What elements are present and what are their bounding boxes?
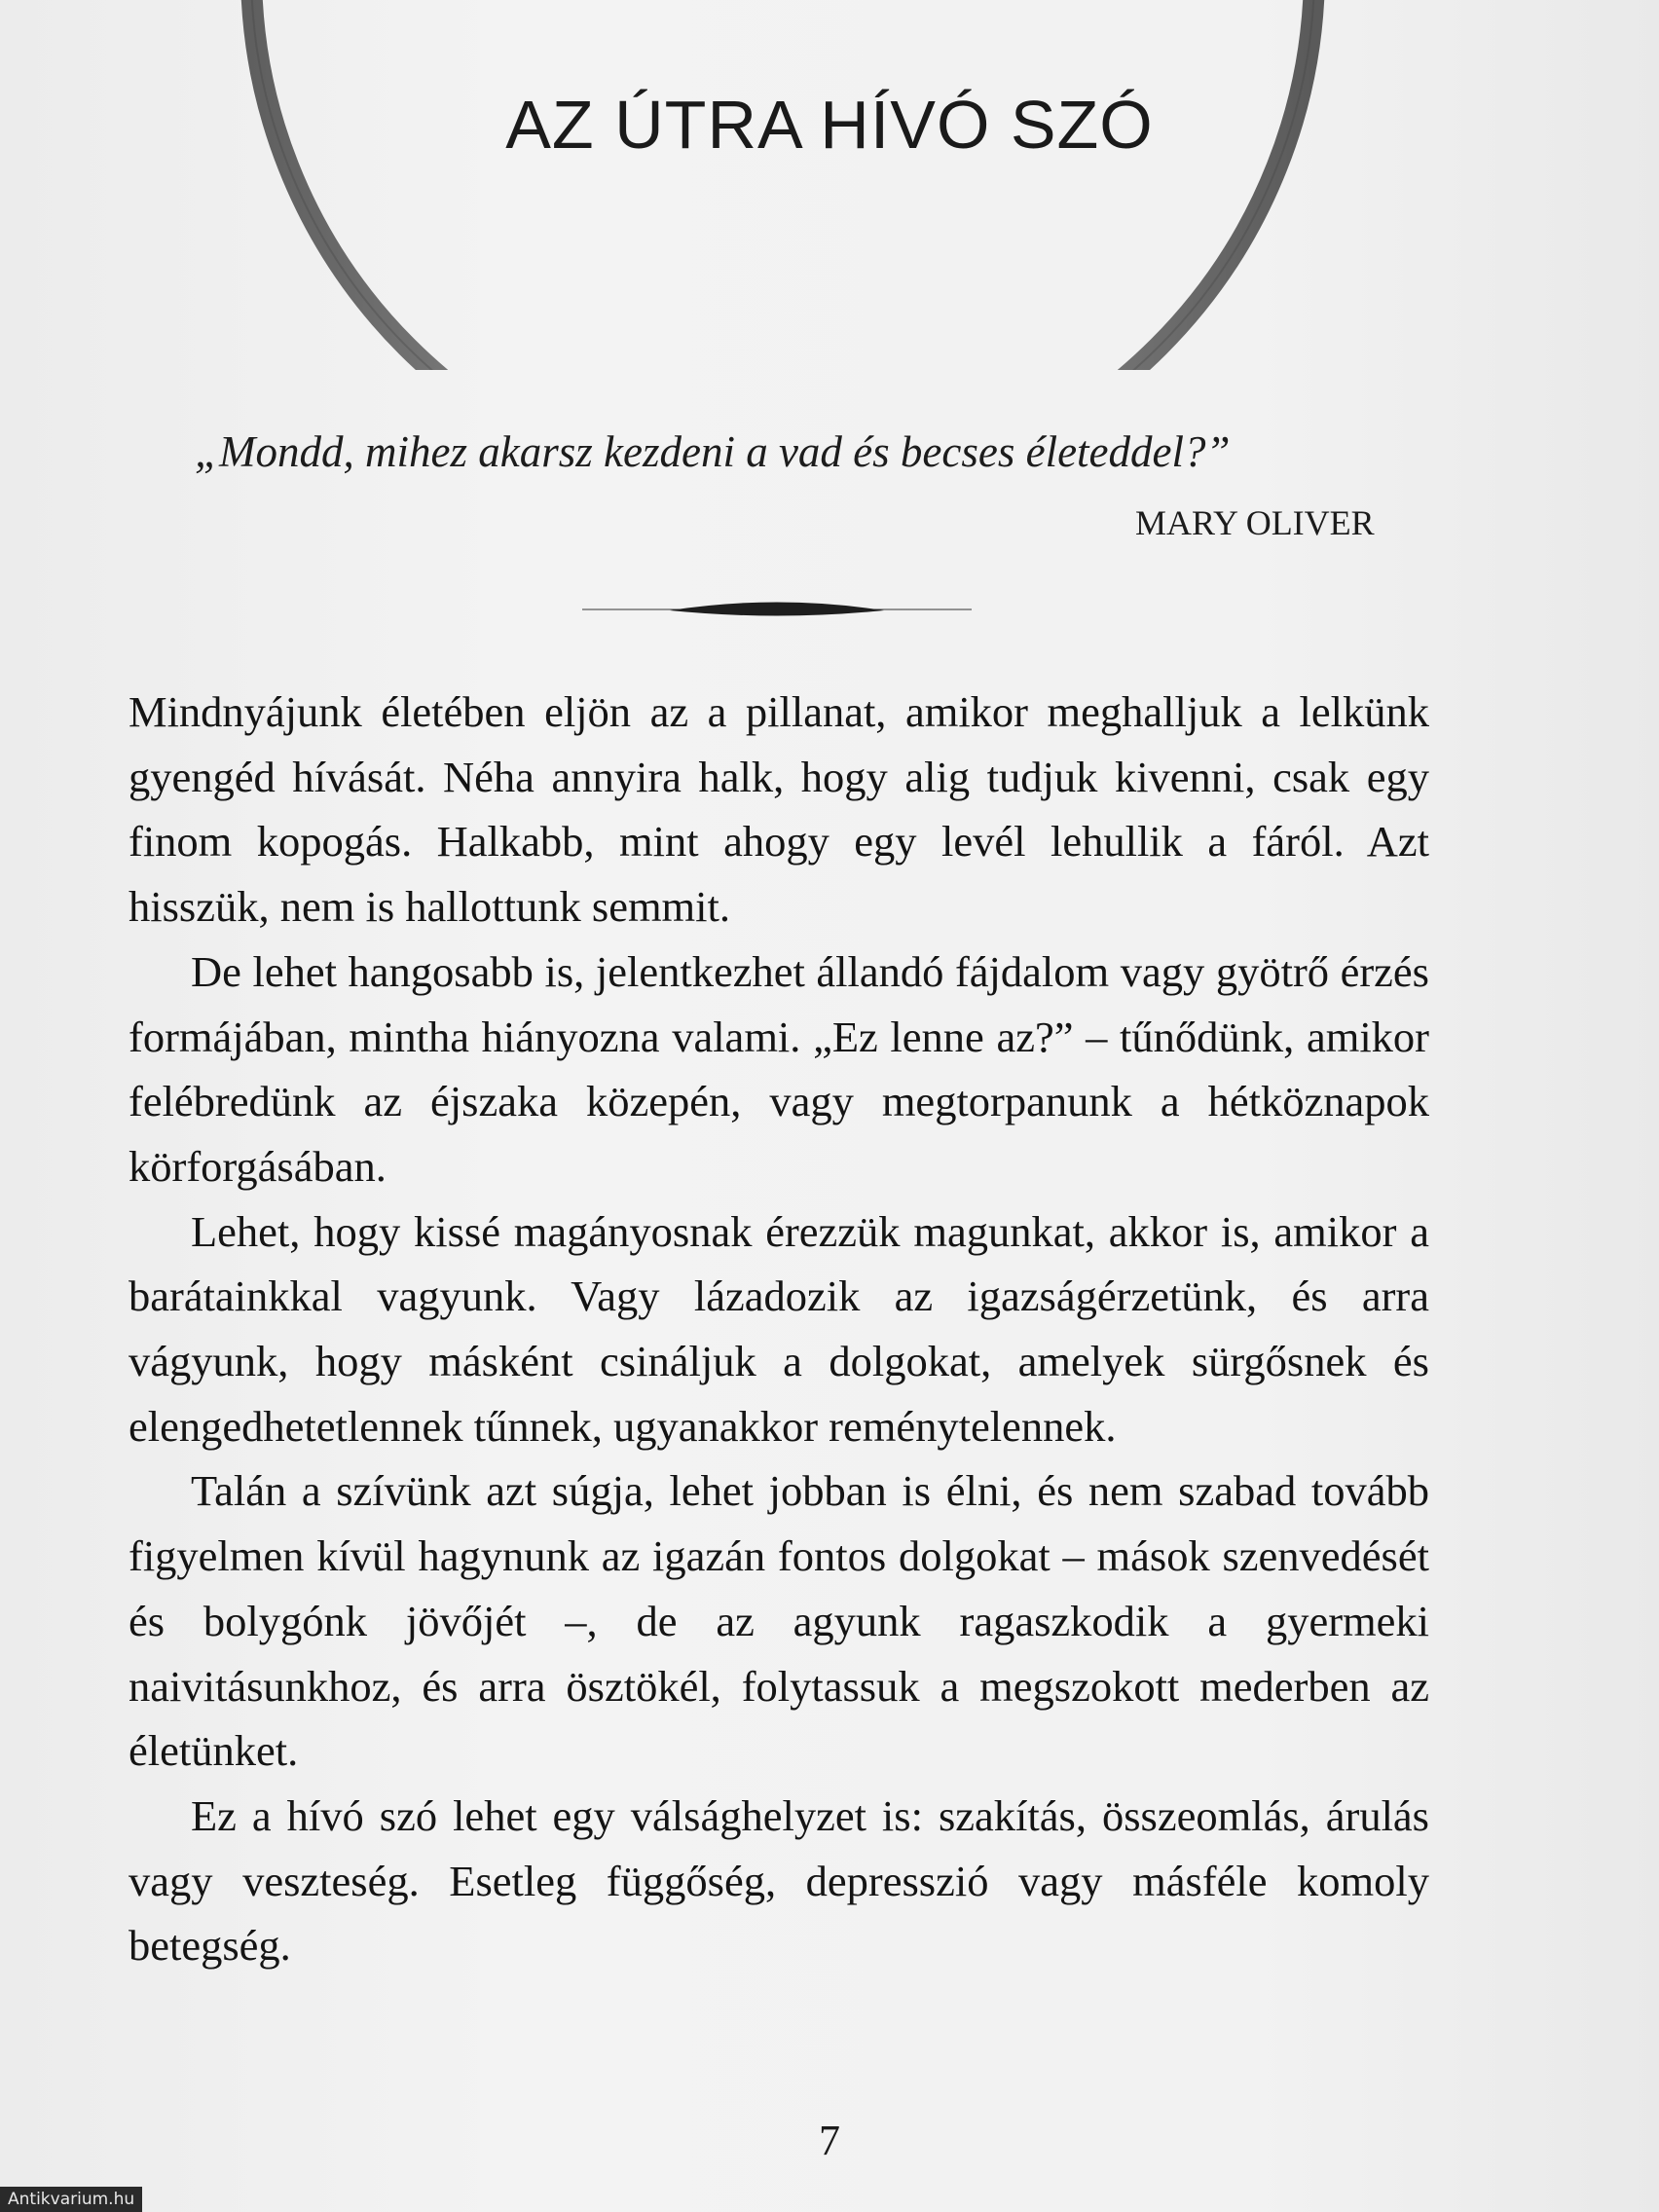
paragraph-2: De lehet hangosabb is, jelentkezhet állandó fájdalom vagy gyötrő érzés formájában, mintha hiányozna valami. „Ez lenne az?” – tűnődünk, amikor felébredünk az éjszaka közepén, vagy megtorpanunk a hétköznapok körforgásában. bbox=[129, 946, 1429, 1191]
page-number: 7 bbox=[819, 2117, 840, 2164]
paragraph-1: Mindnyájunk életében eljön az a pillanat, amikor meghalljuk a lelkünk gyengéd hívását. Néha annyira halk, hogy alig tudjuk kivenni, csak egy finom kopogás. Halkabb, mint ahogy egy levél lehullik a fáról. Azt hisszük, nem is hallottunk semmit. bbox=[129, 687, 1429, 932]
epigraph-author: MARY OLIVER bbox=[1135, 503, 1375, 542]
paragraph-4: Talán a szívünk azt súgja, lehet jobban is élni, és nem szabad tovább figyelmen kívül hagynunk az igazán fontos dolgokat – mások szenvedését és bolygónk jövőjét –, de az agyunk ragaszkodik a gyermeki naivitásunkhoz, és arra ösztökél, folytassuk a megszokott mederben az életünket. bbox=[129, 1466, 1429, 1776]
divider-ornament bbox=[582, 596, 972, 625]
chapter-title: AZ ÚTRA HÍVÓ SZÓ bbox=[505, 87, 1154, 163]
paragraph-3: Lehet, hogy kissé magányosnak érezzük magunkat, akkor is, amikor a barátainkkal vagyunk. Vagy lázadozik az igazságérzetünk, és arra vágyunk, hogy másként csináljuk a dolgokat, amelyek sürgősnek és elengedhetetlennek tűnnek, ugyanakkor reménytelennek. bbox=[129, 1206, 1429, 1451]
decorative-ring-ornament bbox=[0, 0, 1659, 370]
body-text bbox=[129, 680, 1429, 1978]
epigraph-quote: „Mondd, mihez akarsz kezdeni a vad és becses életeddel?” bbox=[195, 427, 1231, 476]
watermark-label: Antikvarium.hu bbox=[0, 2187, 142, 2212]
paragraph-5: Ez a hívó szó lehet egy válsághelyzet is: szakítás, összeomlás, árulás vagy veszteség. Esetleg függőség, depresszió vagy másféle komoly betegség. bbox=[129, 1790, 1429, 1971]
